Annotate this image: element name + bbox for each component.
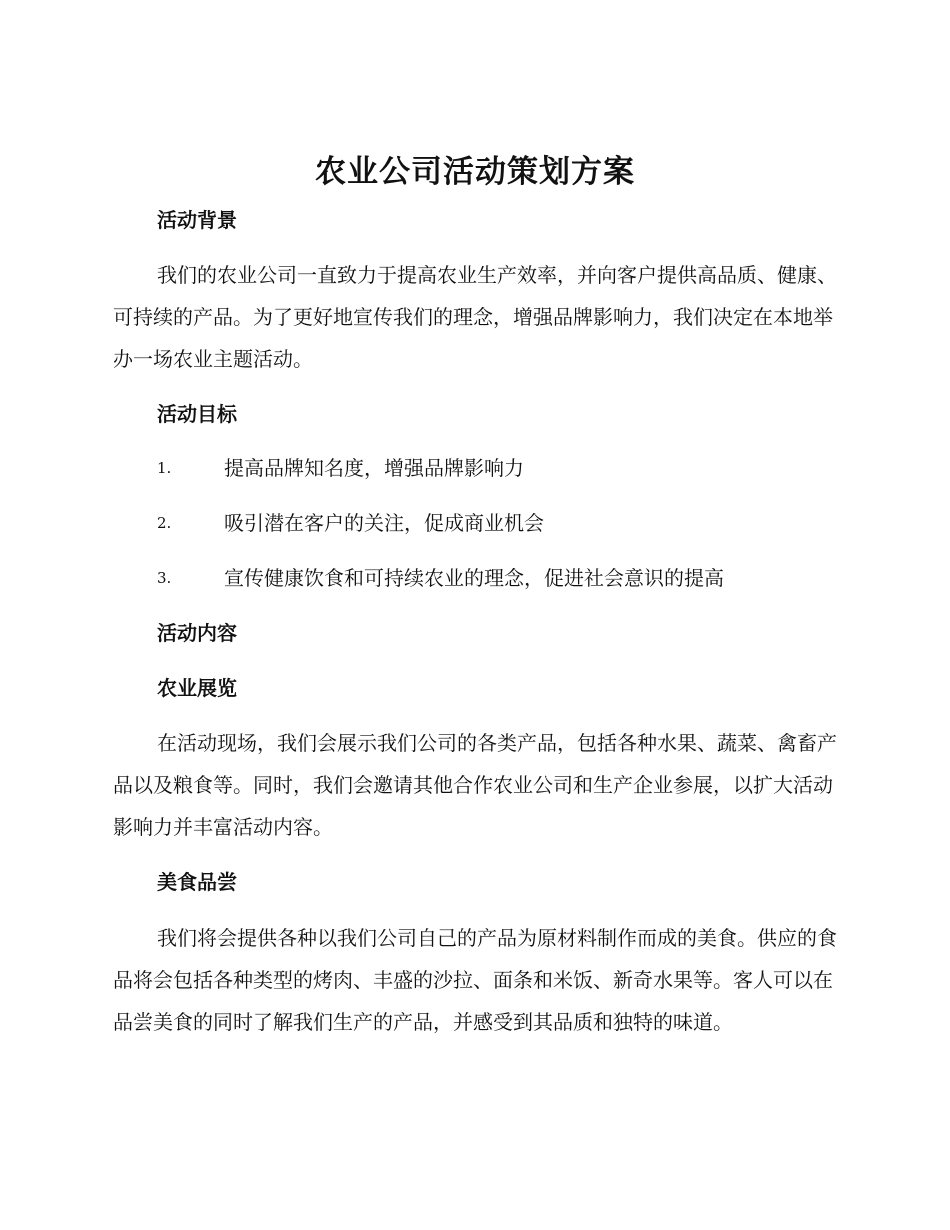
exhibition-paragraph: 在活动现场，我们会展示我们公司的各类产品，包括各种水果、蔬菜、禽畜产品以及粮食等。同时，我们会邀请其他合作农业公司和生产企业参展，以扩大活动影响力并丰富活动内容。 — [113, 731, 837, 839]
goal-number: 1. — [157, 459, 172, 477]
goal-text: 提高品牌知名度，增强品牌影响力 — [224, 456, 524, 480]
document-title: 农业公司活动策划方案 — [315, 154, 635, 190]
goal-number: 2. — [157, 514, 172, 532]
goal-list-item — [157, 453, 857, 483]
background-paragraph: 我们的农业公司一直致力于提高农业生产效率，并向客户提供高品质、健康、可持续的产品。为了更好地宣传我们的理念，增强品牌影响力，我们决定在本地举办一场农业主题活动。 — [113, 263, 837, 371]
goal-number: 3. — [157, 569, 172, 587]
food-tasting-paragraph: 我们将会提供各种以我们公司自己的产品为原材料制作而成的美食。供应的食品将会包括各种类型的烤肉、丰盛的沙拉、面条和米饭、新奇水果等。客人可以在品尝美食的同时了解我们生产的产品，并感受到其品质和独特的味道。 — [113, 926, 837, 1034]
section-heading-background: 活动背景 — [157, 208, 237, 232]
goal-list-item — [157, 563, 857, 593]
goal-list-item — [157, 508, 857, 538]
section-heading-content: 活动内容 — [157, 621, 237, 645]
subsection-heading-exhibition: 农业展览 — [157, 676, 237, 700]
section-heading-goals: 活动目标 — [157, 402, 237, 426]
goal-text: 宣传健康饮食和可持续农业的理念，促进社会意识的提高 — [224, 566, 724, 590]
goal-text: 吸引潜在客户的关注，促成商业机会 — [224, 511, 544, 535]
subsection-heading-food-tasting: 美食品尝 — [157, 870, 237, 894]
